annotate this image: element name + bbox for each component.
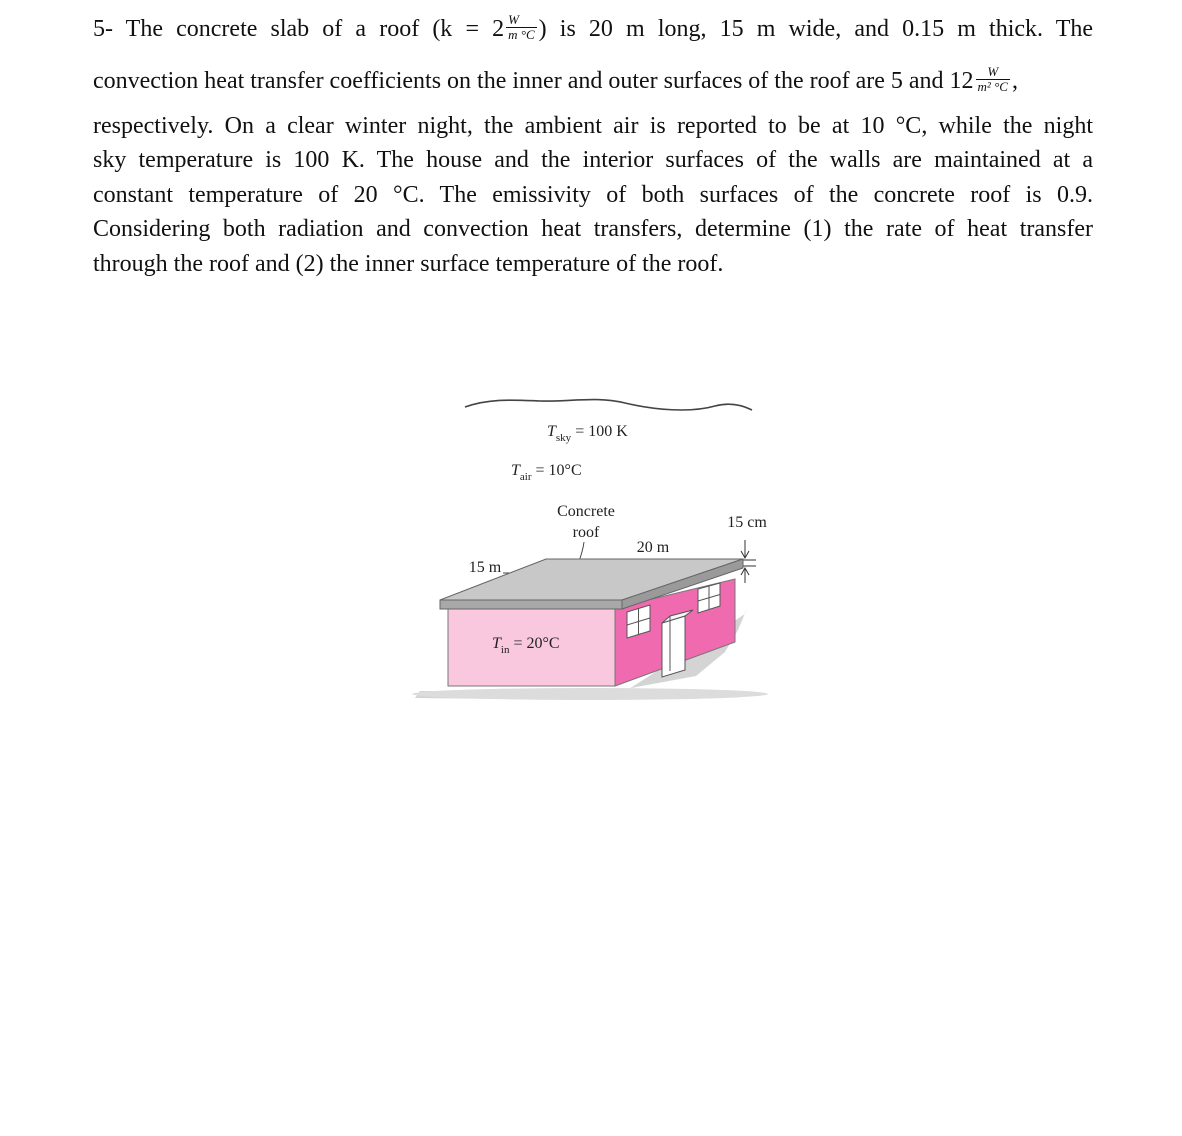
conductivity-unit-numerator: W xyxy=(506,13,537,28)
problem-line-5: constant temperature of 20 °C. The emissivity of both surfaces of the concrete roof is 0.9. xyxy=(93,182,1093,208)
problem-line-1 xyxy=(93,11,1094,48)
roof-front-edge xyxy=(440,600,622,609)
thickness-label: 15 cm xyxy=(727,514,767,531)
sky-line xyxy=(465,400,752,410)
conductivity-unit-fraction xyxy=(506,13,537,42)
problem-line-2 xyxy=(93,63,1093,100)
width-label: 15 m xyxy=(468,559,502,576)
problem-line-7: through the roof and (2) the inner surface temperature of the roof. xyxy=(93,251,724,277)
house-roof-diagram xyxy=(400,380,800,710)
equals-sign: = xyxy=(465,16,479,42)
problem-line-3: respectively. On a clear winter night, the ambient air is reported to be at 10 °C, while the night xyxy=(93,113,1093,139)
problem-line-1-end: ) is 20 m long, 15 m wide, and 0.15 m thick. The xyxy=(538,16,1094,42)
ground-shadow xyxy=(412,688,768,700)
roof-label: roof xyxy=(572,524,600,541)
problem-line-4: sky temperature is 100 K. The house and the interior surfaces of the walls are maintained at a xyxy=(93,147,1093,173)
t-air-label: $T_{air} = 10^\circ C$ xyxy=(511,462,582,483)
k-value: 2 xyxy=(492,16,505,42)
problem-line-2-text: convection heat transfer coefficients on the inner and outer surfaces of the roof are 5 and 12 xyxy=(93,68,974,94)
problem-line-1-start: 5- The concrete slab of a roof (k xyxy=(93,16,453,42)
house-roof-figure xyxy=(400,380,800,710)
length-label: 20 m xyxy=(636,539,670,556)
t-in-label: $T_{in} = 20^\circ C$ xyxy=(492,635,560,656)
conductivity-unit-denominator: m °C xyxy=(508,26,535,42)
concrete-label: Concrete xyxy=(557,503,615,520)
convection-unit-denominator: m² °C xyxy=(977,78,1008,94)
problem-line-2-comma: , xyxy=(1011,68,1018,94)
t-sky-label: $T_{sky} = 100$ K xyxy=(547,423,628,444)
convection-unit-fraction xyxy=(976,65,1010,94)
problem-line-6: Considering both radiation and convection heat transfers, determine (1) the rate of heat transfer xyxy=(93,216,1093,242)
convection-unit-numerator: W xyxy=(976,65,1010,80)
